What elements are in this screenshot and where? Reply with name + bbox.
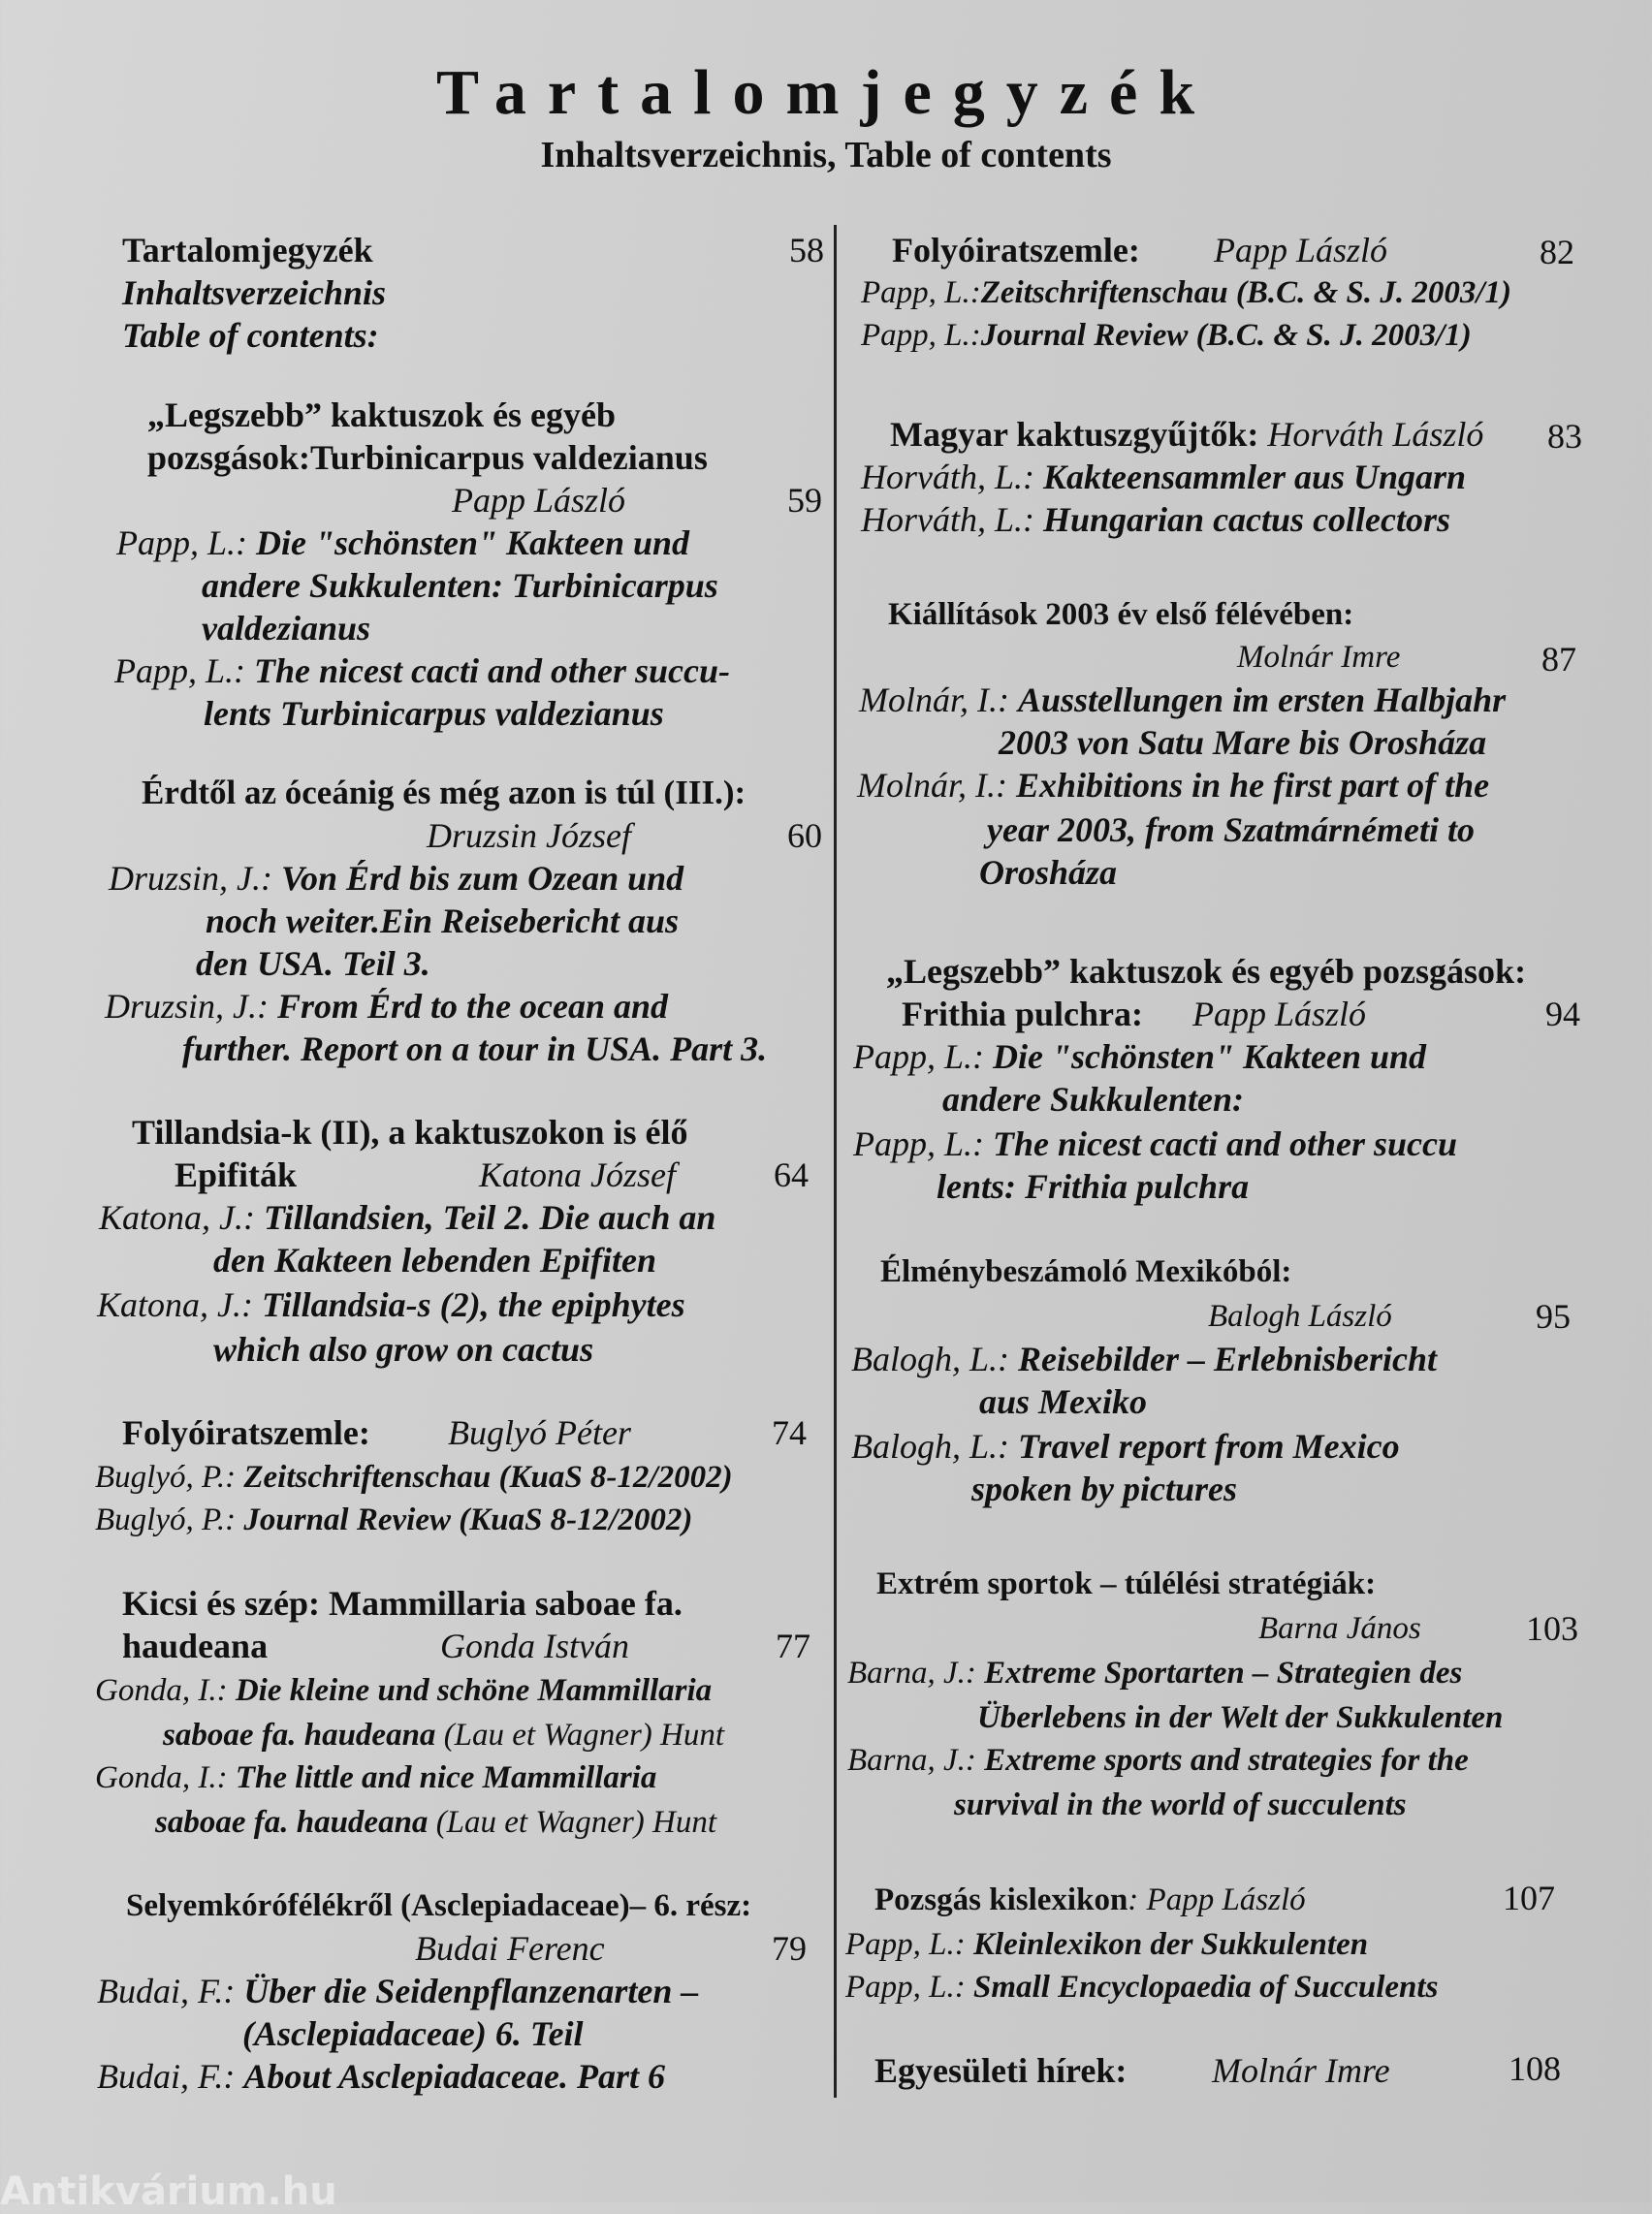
entry-en-line xyxy=(861,314,1472,357)
entry-text: andere Sukkulenten: xyxy=(942,1080,1245,1119)
author-abbrev: Papp, L.: xyxy=(845,1927,973,1962)
entry-text: About Asclepiadaceae. Part 6 xyxy=(243,2057,665,2096)
entry-author: Budai Ferenc xyxy=(415,1929,605,1968)
entry-author: Barna János xyxy=(1258,1611,1421,1646)
entry-text: Hungarian cactus collectors xyxy=(1043,500,1451,539)
entry-text: andere Sukkulenten: Turbinicarpus xyxy=(202,566,718,605)
entry-text: den Kakteen lebenden Epifiten xyxy=(213,1241,656,1280)
page-subtitle: Inhaltsverzeichnis, Table of contents xyxy=(540,135,1112,175)
author-abbrev: Budai, F.: xyxy=(97,1972,244,2010)
entry-heading: Egyesületi hírek: xyxy=(874,2051,1128,2090)
page-number: 94 xyxy=(1545,995,1580,1033)
page-number: 60 xyxy=(787,816,822,855)
entry-text: Zeitschriftenschau (B.C. & S. J. 2003/1) xyxy=(980,275,1512,310)
entry-en-line xyxy=(851,1425,1400,1468)
author-abbrev: Horváth, L.: xyxy=(861,500,1043,539)
entry-author: Papp László xyxy=(1214,231,1388,269)
toc-title-de: Inhaltsverzeichnis xyxy=(122,273,387,312)
entry-en-line xyxy=(847,1739,1469,1782)
entry-heading: „Legszebb” kaktuszok és egyéb xyxy=(147,395,617,434)
entry-en-line xyxy=(155,1801,716,1844)
entry-text: The nicest cacti and other succu- xyxy=(254,651,730,690)
author-abbrev: Katona, J.: xyxy=(97,1285,262,1324)
entry-text: Ausstellungen im ersten Halbjahr xyxy=(1018,680,1507,719)
entry-author: Papp László xyxy=(1192,995,1367,1033)
entry-de-line xyxy=(97,1970,698,2012)
author-abbrev: Molnár, I.: xyxy=(859,680,1018,719)
author-abbrev: Gonda, I.: xyxy=(95,1673,236,1708)
entry-text: Überlebens in der Welt der Sukkulenten xyxy=(977,1700,1504,1735)
entry-heading: Élménybeszámoló Mexikóból: xyxy=(880,1254,1292,1289)
author-abbrev: Papp, L.: xyxy=(861,318,981,353)
entry-text: Exhibitions in he first part of the xyxy=(1016,766,1490,805)
entry-text: Tillandsia-s (2), the epiphytes xyxy=(261,1285,685,1324)
entry-text: Von Érd bis zum Ozean und xyxy=(281,859,684,898)
entry-text: Die "schönsten" Kakteen und xyxy=(993,1037,1427,1076)
author-abbrev: Balogh, L.: xyxy=(851,1340,1019,1378)
page-number: 107 xyxy=(1503,1879,1555,1917)
entry-de-line xyxy=(95,1456,733,1499)
author-abbrev: Papp, L.: xyxy=(853,1037,993,1076)
entry-text: (Lau et Wagner) Hunt xyxy=(443,1718,725,1753)
entry-text: Small Encyclopaedia of Succulents xyxy=(973,1970,1439,2005)
entry-heading: Folyóiratszemle: xyxy=(892,231,1140,269)
entry-text: saboae fa. haudeana xyxy=(155,1805,436,1840)
entry-heading: Selyemkórófélékről (Asclepiadaceae)– 6. rész: xyxy=(126,1888,752,1923)
entry-text: Kakteensammler aus Ungarn xyxy=(1043,458,1467,496)
toc-title: Tartalomjegyzék xyxy=(122,231,373,269)
entry-heading-line xyxy=(890,413,1483,456)
entry-en-line xyxy=(95,1499,692,1541)
page-number: 77 xyxy=(776,1627,810,1665)
entry-text: which also grow on cactus xyxy=(213,1330,594,1369)
entry-en-line xyxy=(114,649,730,692)
entry-text: Zeitschriftenschau (KuaS 8-12/2002) xyxy=(243,1460,733,1495)
entry-text: The little and nice Mammillaria xyxy=(235,1760,657,1795)
entry-heading: Tillandsia-k (II), a kaktuszokon is élő xyxy=(132,1113,688,1152)
entry-text: Über die Seidenpflanzenarten – xyxy=(243,1972,699,2010)
entry-text: lents Turbinicarpus valdezianus xyxy=(204,694,664,733)
entry-heading: Érdtől az óceánig és még azon is túl (III.): xyxy=(142,774,747,811)
entry-de-line xyxy=(109,857,683,900)
entry-text: Tillandsien, Teil 2. Die auch an xyxy=(263,1198,716,1237)
entry-text: The nicest cacti and other succu xyxy=(993,1124,1457,1163)
entry-en-line xyxy=(853,1123,1457,1165)
entry-de-line xyxy=(163,1714,724,1756)
page-title: Tartalomjegyzék xyxy=(435,57,1217,128)
entry-text: Journal Review (KuaS 8-12/2002) xyxy=(243,1502,693,1537)
author-abbrev: Papp, L.: xyxy=(114,651,254,690)
author-abbrev: Papp, L.: xyxy=(853,1124,993,1163)
entry-text: survival in the world of succulents xyxy=(954,1787,1407,1822)
entry-text: year 2003, from Szatmárnémeti to xyxy=(987,810,1475,849)
entry-de-line xyxy=(861,271,1511,314)
entry-text: Journal Review (B.C. & S. J. 2003/1) xyxy=(980,318,1472,353)
entry-author: Katona József xyxy=(479,1155,676,1194)
author-abbrev: Druzsin, J.: xyxy=(105,987,277,1026)
entry-author: Papp László xyxy=(1146,1882,1306,1917)
entry-text: further. Report on a tour in USA. Part 3. xyxy=(182,1029,768,1068)
entry-text: Die "schönsten" Kakteen und xyxy=(256,523,690,562)
author-abbrev: Papp, L.: xyxy=(116,523,256,562)
entry-text: saboae fa. haudeana xyxy=(163,1718,444,1753)
author-abbrev: Barna, J.: xyxy=(847,1743,985,1778)
entry-heading-line xyxy=(874,1879,1306,1921)
author-abbrev: Buglyó, P.: xyxy=(95,1460,244,1495)
entry-heading: Folyóiratszemle: xyxy=(122,1413,370,1452)
author-abbrev: Katona, J.: xyxy=(99,1198,264,1237)
author-abbrev: Druzsin, J.: xyxy=(109,859,281,898)
entry-en-line xyxy=(105,985,668,1028)
entry-text: Orosháza xyxy=(979,853,1118,892)
author-abbrev: Balogh, L.: xyxy=(851,1427,1019,1466)
entry-text: Reisebilder – Erlebnisbericht xyxy=(1018,1340,1438,1378)
entry-text: Extreme Sportarten – Strategien des xyxy=(984,1656,1463,1691)
entry-text: From Érd to the ocean and xyxy=(277,987,669,1026)
separator: : xyxy=(1128,1882,1147,1917)
page-number: 82 xyxy=(1540,233,1574,271)
entry-heading: pozsgások:Turbinicarpus valdezianus xyxy=(147,438,708,477)
page-number: 59 xyxy=(787,481,822,520)
entry-text: Travel report from Mexico xyxy=(1018,1427,1400,1466)
author-abbrev: Molnár, I.: xyxy=(857,766,1016,805)
page-number: 103 xyxy=(1526,1609,1578,1648)
entry-de-line xyxy=(847,1652,1462,1694)
entry-de-line xyxy=(99,1196,715,1239)
entry-text: Extreme sports and strategies for the xyxy=(984,1743,1469,1778)
entry-text: (Asclepiadaceae) 6. Teil xyxy=(242,2014,584,2053)
entry-en-line xyxy=(95,1756,656,1799)
entry-de-line xyxy=(845,1923,1368,1966)
entry-heading: Magyar kaktuszgyűjtők: xyxy=(890,415,1259,454)
entry-text: 2003 von Satu Mare bis Orosháza xyxy=(999,723,1487,762)
page-number: 87 xyxy=(1541,640,1576,679)
entry-text: noch weiter.Ein Reisebericht aus xyxy=(206,901,680,940)
entry-author: Gonda István xyxy=(440,1627,629,1665)
entry-author: Horváth László xyxy=(1267,415,1484,454)
entry-author: Molnár Imre xyxy=(1237,640,1401,675)
entry-text: Kleinlexikon der Sukkulenten xyxy=(973,1927,1369,1962)
column-divider xyxy=(834,225,837,2098)
entry-en-line xyxy=(857,764,1489,807)
page-number: 83 xyxy=(1547,417,1582,456)
author-abbrev: Gonda, I.: xyxy=(95,1760,236,1795)
author-abbrev: Papp, L.: xyxy=(845,1970,973,2005)
entry-heading: Pozsgás kislexikon xyxy=(874,1882,1128,1917)
entry-de-line xyxy=(859,679,1506,721)
entry-text: valdezianus xyxy=(202,609,371,648)
entry-author: Druzsin József xyxy=(427,816,632,855)
entry-text: lents: Frithia pulchra xyxy=(937,1167,1250,1206)
entry-author: Balogh László xyxy=(1208,1299,1392,1334)
page-number: 108 xyxy=(1509,2049,1561,2088)
entry-de-line xyxy=(861,456,1466,498)
author-abbrev: Buglyó, P.: xyxy=(95,1502,244,1537)
entry-en-line xyxy=(845,1966,1438,2008)
entry-en-line xyxy=(861,498,1450,541)
entry-heading: „Legszebb” kaktuszok és egyéb pozsgások: xyxy=(886,952,1527,991)
entry-en-line xyxy=(97,1283,685,1326)
entry-author: Molnár Imre xyxy=(1212,2051,1390,2090)
entry-text: spoken by pictures xyxy=(971,1470,1237,1508)
entry-text: (Lau et Wagner) Hunt xyxy=(435,1805,717,1840)
author-abbrev: Horváth, L.: xyxy=(861,458,1043,496)
page-number: 95 xyxy=(1536,1297,1571,1336)
page-number: 58 xyxy=(789,231,824,269)
entry-heading: Frithia pulchra: xyxy=(902,995,1143,1033)
entry-text: den USA. Teil 3. xyxy=(196,944,430,983)
entry-de-line xyxy=(851,1338,1437,1380)
entry-heading: Epifiták xyxy=(175,1155,298,1194)
watermark: Antikvárium.hu xyxy=(0,2169,337,2214)
entry-en-line xyxy=(97,2055,665,2098)
entry-author: Papp László xyxy=(452,481,626,520)
author-abbrev: Barna, J.: xyxy=(847,1656,985,1691)
entry-heading: Kicsi és szép: Mammillaria saboae fa. xyxy=(122,1584,683,1623)
entry-de-line xyxy=(116,522,689,564)
entry-heading: haudeana xyxy=(122,1627,269,1665)
entry-de-line xyxy=(853,1035,1426,1078)
page-number: 79 xyxy=(772,1929,807,1968)
entry-text: Die kleine und schöne Mammillaria xyxy=(235,1673,713,1708)
entry-heading: Kiállítások 2003 év első félévében: xyxy=(888,597,1354,632)
author-abbrev: Budai, F.: xyxy=(97,2057,244,2096)
page-number: 74 xyxy=(772,1413,807,1452)
entry-author: Buglyó Péter xyxy=(448,1413,631,1452)
entry-text: aus Mexiko xyxy=(979,1382,1148,1421)
page-number: 64 xyxy=(774,1155,809,1194)
author-abbrev: Papp, L.: xyxy=(861,275,981,310)
entry-de-line xyxy=(95,1669,712,1712)
toc-title-en: Table of contents: xyxy=(122,316,379,355)
entry-heading: Extrém sportok – túlélési stratégiák: xyxy=(876,1566,1377,1601)
